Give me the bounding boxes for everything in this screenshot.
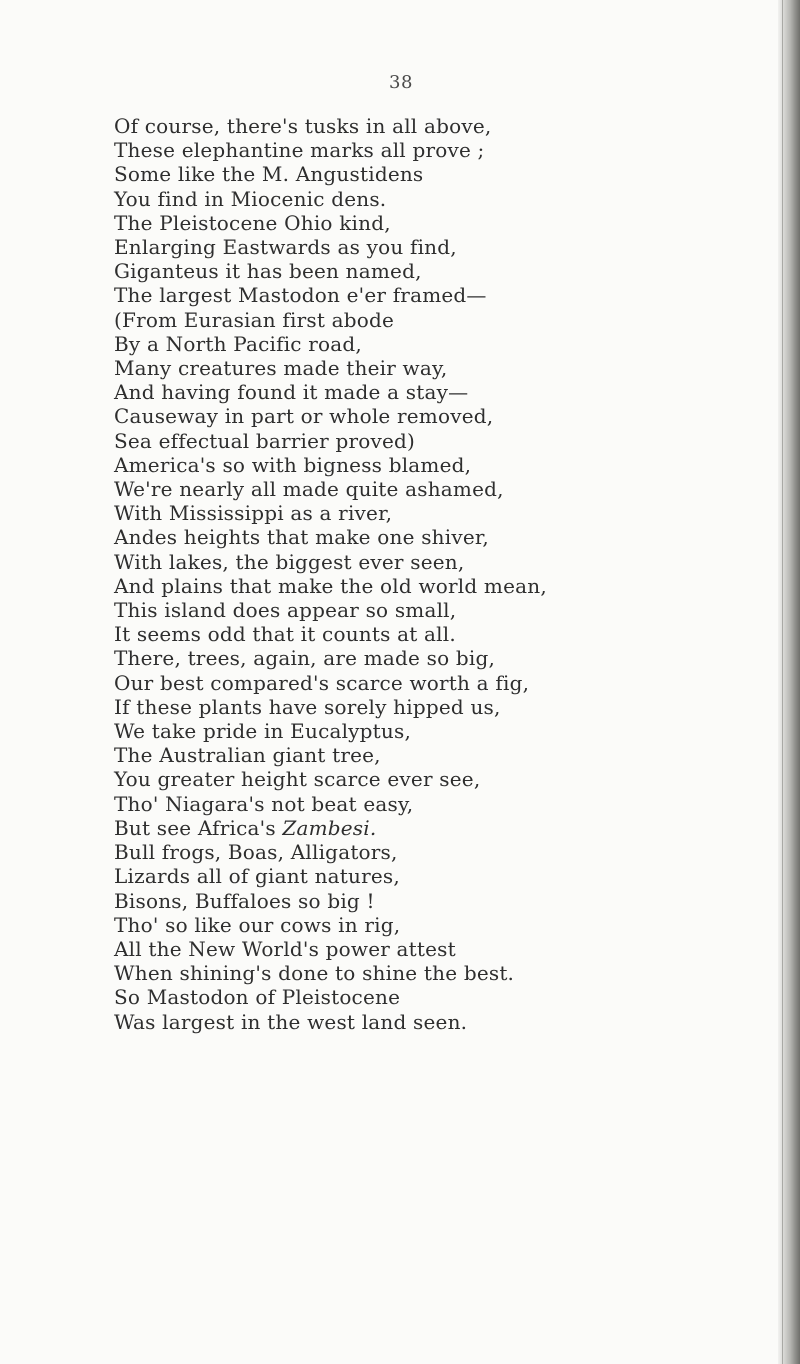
poem-line: With lakes, the biggest ever seen,: [114, 549, 465, 574]
page-edge-line: [782, 0, 783, 1364]
poem-line: The Pleistocene Ohio kind,: [114, 210, 391, 235]
poem-line: The Australian giant tree,: [114, 743, 381, 768]
italic-place-name: Zambesi.: [282, 815, 377, 840]
poem-line-text: But see Africa's: [114, 815, 276, 840]
poem-line: All the New World's power attest: [114, 936, 456, 961]
poem-line: So Mastodon of Pleistocene: [114, 985, 401, 1010]
page-number: 38: [389, 72, 413, 93]
poem-line: This island does appear so small,: [114, 598, 457, 623]
poem-line: Enlarging Eastwards as you find,: [114, 235, 457, 260]
poem-line: Bull frogs, Boas, Alligators,: [114, 840, 398, 865]
poem-line: (From Eurasian first abode: [114, 307, 395, 332]
poem-line: Tho' Niagara's not beat easy,: [114, 791, 414, 816]
poem-line: Tho' so like our cows in rig,: [114, 912, 401, 937]
poem-line: We're nearly all made quite ashamed,: [114, 477, 504, 502]
poem-line: Andes heights that make one shiver,: [114, 525, 489, 550]
poem-text: [114, 114, 547, 1034]
poem-line: With Mississippi as a river,: [114, 501, 393, 526]
poem-line: Bisons, Buffaloes so big !: [114, 888, 375, 913]
poem-line: Was largest in the west land seen.: [114, 1009, 468, 1034]
poem-line: Lizards all of giant natures,: [114, 864, 400, 889]
poem-line: If these plants have sorely hipped us,: [114, 694, 501, 719]
poem-line: Our best compared's scarce worth a fig,: [114, 670, 530, 695]
poem-line: [114, 816, 547, 840]
poem-line: Some like the M. Angustidens: [114, 162, 424, 187]
poem-line: America's so with bigness blamed,: [114, 452, 472, 477]
poem-line: You find in Miocenic dens.: [114, 186, 387, 211]
poem-line: And having found it made a stay—: [114, 380, 469, 405]
poem-line: Causeway in part or whole removed,: [114, 404, 494, 429]
poem-line: The largest Mastodon e'er framed—: [114, 283, 487, 308]
poem-line: These elephantine marks all prove ;: [114, 138, 485, 163]
poem-line: When shining's done to shine the best.: [114, 961, 515, 986]
poem-line: It seems odd that it counts at all.: [114, 622, 456, 647]
poem-line: Of course, there's tusks in all above,: [114, 114, 492, 138]
poem-line: You greater height scarce ever see,: [114, 767, 481, 792]
poem-line: Giganteus it has been named,: [114, 259, 422, 284]
poem-line: Sea effectual barrier proved): [114, 428, 416, 453]
poem-line: There, trees, again, are made so big,: [114, 646, 496, 671]
poem-line: We take pride in Eucalyptus,: [114, 719, 412, 744]
poem-line: And plains that make the old world mean,: [114, 573, 547, 598]
poem-line: Many creatures made their way,: [114, 356, 448, 381]
poem-line: By a North Pacific road,: [114, 331, 362, 356]
